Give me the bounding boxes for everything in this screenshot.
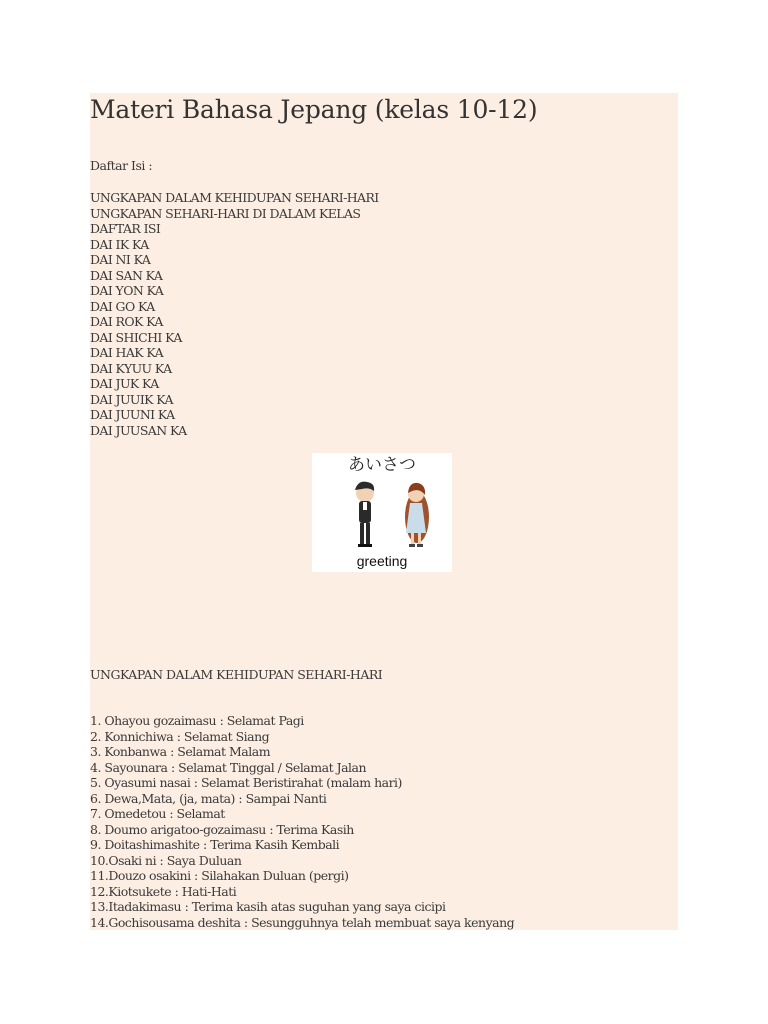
toc-item: DAI GO KA xyxy=(90,298,155,314)
toc-item: UNGKAPAN SEHARI-HARI DI DALAM KELAS xyxy=(90,205,361,221)
toc-item: DAI HAK KA xyxy=(90,345,164,360)
document-page xyxy=(90,93,678,930)
phrase-item: 7. Omedetou : Selamat xyxy=(90,806,225,821)
greeting-caption: greeting xyxy=(356,553,408,569)
toc-heading: Daftar Isi : xyxy=(90,158,153,173)
japanese-aisatsu-text: あいさつ xyxy=(348,455,416,475)
toc-item: DAI NI KA xyxy=(90,252,151,267)
phrase-item: 9. Doitashimashite : Terima Kasih Kembali xyxy=(90,837,340,852)
table-of-contents xyxy=(90,190,379,438)
toc-item: DAI IK KA xyxy=(90,236,149,252)
phrase-list xyxy=(90,713,514,930)
toc-item: DAFTAR ISI xyxy=(90,221,161,236)
phrase-item: 5. Oyasumi nasai : Selamat Beristirahat (malam hari) xyxy=(90,775,402,790)
phrase-item: 13.Itadakimasu : Terima kasih atas suguhan yang saya cicipi xyxy=(90,899,446,914)
toc-item: UNGKAPAN DALAM KEHIDUPAN SEHARI-HARI xyxy=(90,190,379,205)
toc-item: DAI JUUIK KA xyxy=(90,391,173,407)
boy-figure xyxy=(355,482,374,547)
phrase-item: 10.Osaki ni : Saya Duluan xyxy=(90,852,242,868)
toc-item: DAI ROK KA xyxy=(90,314,163,329)
toc-item: DAI JUUNI KA xyxy=(90,407,175,422)
phrase-item: 3. Konbanwa : Selamat Malam xyxy=(90,744,271,759)
phrase-item: 4. Sayounara : Selamat Tinggal / Selamat Jalan xyxy=(90,759,367,775)
toc-item: DAI JUK KA xyxy=(90,376,159,391)
phrase-item: 11.Douzo osakini : Silahakan Duluan (pergi) xyxy=(90,868,349,883)
toc-item: DAI YON KA xyxy=(90,283,164,298)
phrase-item: 8. Doumo arigatoo-gozaimasu : Terima Kasih xyxy=(90,821,354,837)
section-heading: UNGKAPAN DALAM KEHIDUPAN SEHARI-HARI xyxy=(90,667,383,682)
phrase-item: 1. Ohayou gozaimasu : Selamat Pagi xyxy=(90,713,304,728)
toc-item: DAI SHICHI KA xyxy=(90,329,182,345)
toc-item: DAI JUUSAN KA xyxy=(90,422,187,438)
page-title: Materi Bahasa Jepang (kelas 10-12) xyxy=(90,95,538,124)
phrase-item: 2. Konnichiwa : Selamat Siang xyxy=(90,728,270,744)
greeting-illustration xyxy=(312,453,452,572)
bowing-couple-icon xyxy=(312,477,452,553)
toc-item: DAI KYUU KA xyxy=(90,360,172,376)
girl-figure xyxy=(405,483,429,547)
phrase-item: 12.Kiotsukete : Hati-Hati xyxy=(90,883,237,899)
toc-item: DAI SAN KA xyxy=(90,267,163,283)
phrase-item: 6. Dewa,Mata, (ja, mata) : Sampai Nanti xyxy=(90,790,327,806)
phrase-item: 14.Gochisousama deshita : Sesungguhnya telah membuat saya kenyang xyxy=(90,914,515,930)
